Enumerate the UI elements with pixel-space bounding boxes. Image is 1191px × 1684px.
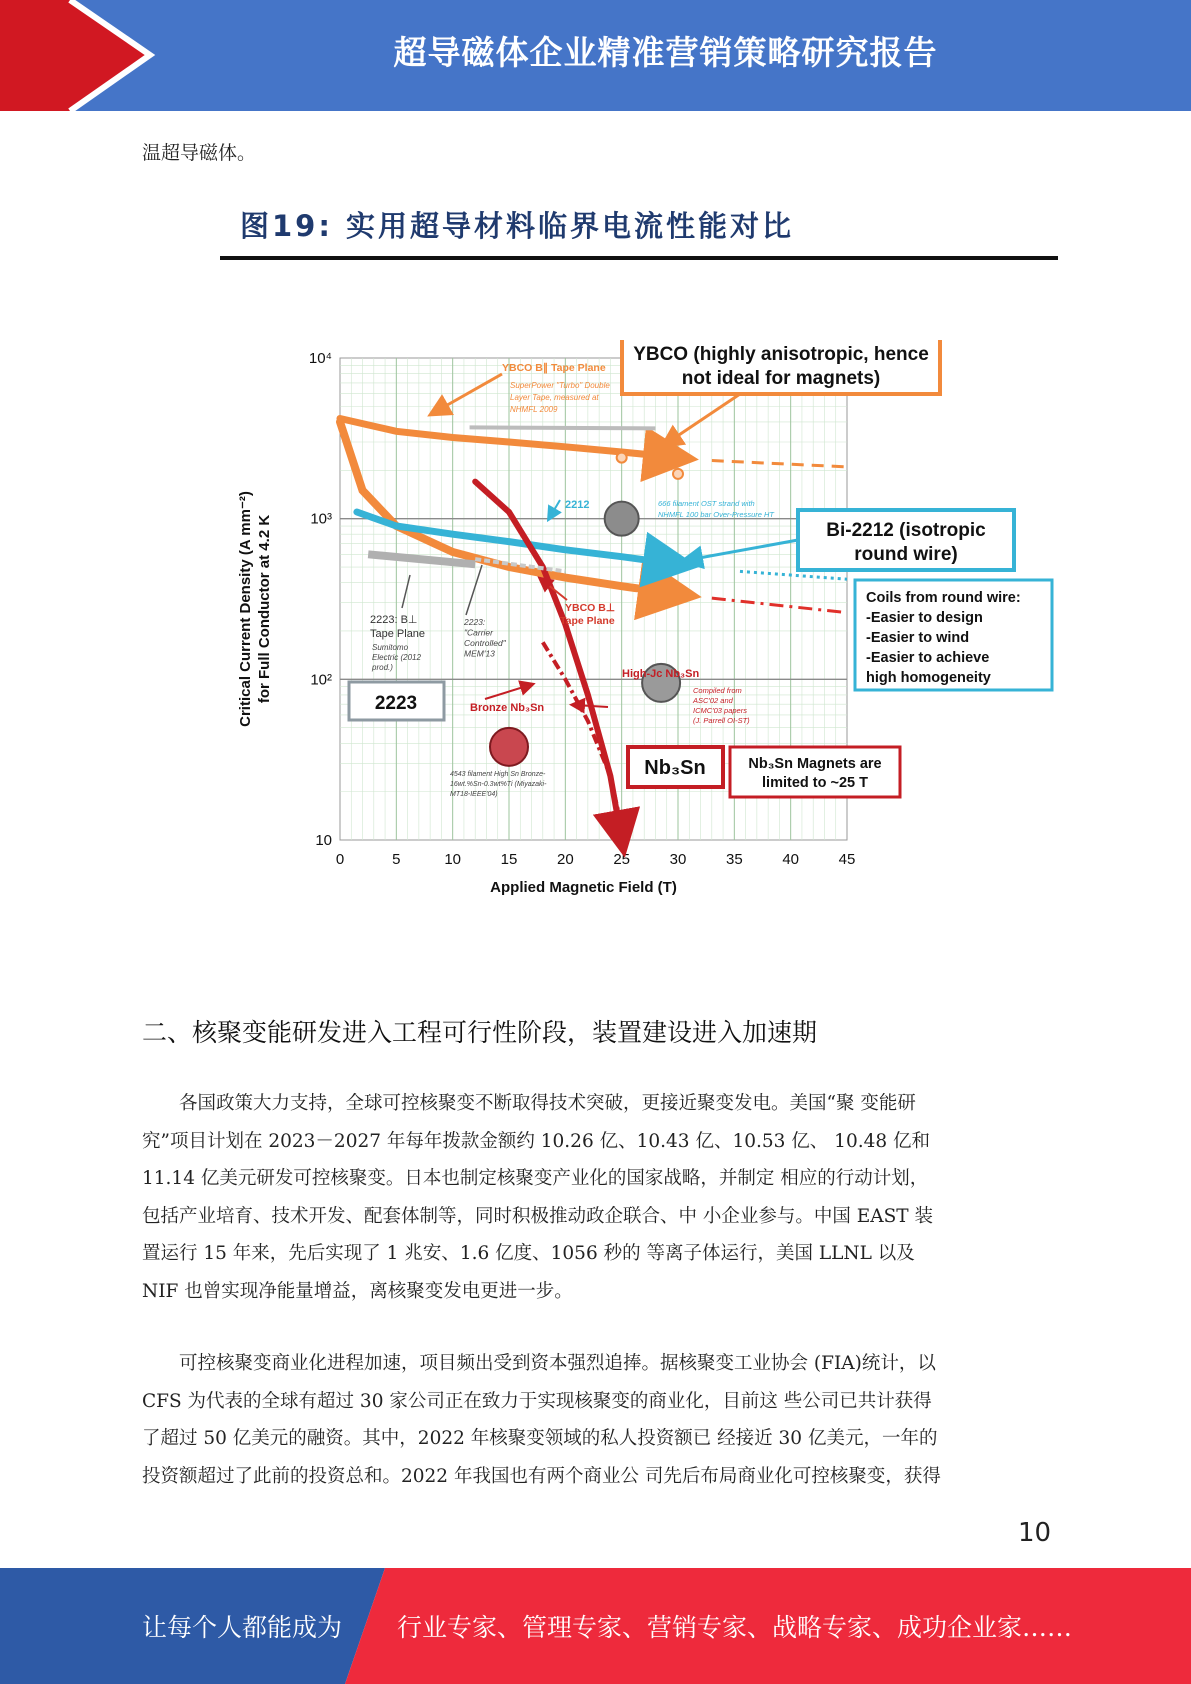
superpower-note: SuperPower "Turbo" Double	[510, 381, 610, 390]
x-tick-label: 10	[444, 851, 462, 868]
y-tick-label: 10³	[310, 510, 332, 528]
section-heading: 二、核聚变能研发进入工程可行性阶段，装置建设进入加速期	[142, 1018, 818, 1047]
coils-callout-text: -Easier to wind	[866, 630, 970, 646]
x-tick-label: 35	[725, 851, 743, 868]
ybco-callout-text: not ideal for magnets)	[681, 368, 881, 389]
superpower-note: NHMFL 2009	[510, 405, 558, 414]
footer-slogan-right: 行业专家、管理专家、营销专家、战略专家、成功企业家……	[397, 1613, 1073, 1642]
filament-bronze-note: MT18-IEEE'04)	[450, 791, 498, 798]
label-2212: 2212	[565, 499, 590, 511]
nb3sn-text: Nb₃Sn	[644, 757, 706, 779]
strand-bronze-icon	[490, 728, 528, 766]
ybco-perpendicular-label: Tape Plane	[560, 615, 615, 627]
bi2212-callout-text: round wire)	[854, 544, 958, 565]
critical-current-chart	[230, 340, 1060, 910]
compiled-note: ICMC'03 papers	[693, 706, 747, 715]
paragraph-1-line: 置运行 15 年来，先后实现了 1 兆安、1.6 亿度、1056 秒的 等离子体运行，美国 LLNL 以及	[142, 1243, 915, 1264]
tape-2223-label: Tape Plane	[370, 628, 426, 640]
carrier-2223-note: Controlled"	[464, 638, 506, 648]
ybco-callout-text: YBCO (highly anisotropic, hence	[633, 344, 929, 365]
ybco-perpendicular-label: YBCO B⊥	[565, 602, 615, 614]
paragraph-1-line: 11.14 亿美元研发可控核聚变。日本也制定核聚变产业化的国家战略，并制定 相应的行动计划，	[142, 1168, 929, 1189]
label-2223-text: 2223	[374, 693, 418, 714]
x-tick-label: 30	[669, 851, 687, 868]
report-title: 超导磁体企业精准营销策略研究报告	[393, 33, 938, 72]
paragraph-2	[142, 1345, 1050, 1495]
highjc-label: High-Jc Nb₃Sn	[622, 668, 700, 680]
paragraph-2-line: CFS 为代表的全球有超过 30 家公司正在致力于实现核聚变的商业化，目前这 些公司已共计获得	[142, 1390, 932, 1412]
paragraph-2-line: 可控核聚变商业化进程加速，项目频出受到资本强烈追捧。据核聚变工业协会 (FIA)统计，以	[142, 1353, 936, 1374]
paragraph-1-line: 各国政策大力支持，全球可控核聚变不断取得技术突破，更接近聚变发电。美国“聚 变能研	[142, 1093, 916, 1114]
figure-title-rule	[220, 256, 1058, 260]
compiled-note: (J. Parrell OI-ST)	[693, 716, 750, 725]
superpower-note: Layer Tape, measured at	[510, 393, 599, 402]
carrier-2223-note: 2223:	[464, 617, 486, 627]
coils-callout-text: -Easier to achieve	[866, 650, 990, 666]
sumitomo-note: Electric (2012	[372, 653, 421, 662]
compiled-note: ASC'02 and	[693, 696, 733, 705]
x-tick-label: 25	[613, 851, 631, 868]
filament-bronze-note: 4543 filament High Sn Bronze-	[450, 771, 546, 778]
footer-slogan-left: 让每个人都能成为	[142, 1613, 343, 1642]
bi2212-callout-text: Bi-2212 (isotropic	[826, 520, 986, 541]
ybco-parallel-label: YBCO B∥ Tape Plane	[502, 362, 606, 374]
carrier-2223-note: "Carrier	[464, 627, 493, 638]
paragraph-2-line: 了超过 50 亿美元的融资。其中，2022 年核聚变领域的私人投资额已 经接近 30 亿美元，一年的	[142, 1428, 938, 1449]
compiled-note: Compiled from	[693, 686, 742, 695]
y-axis-label: Critical Current Density (A mm⁻²)	[237, 491, 254, 727]
paragraph-1-line: NIF 也曾实现净能量增益，离核聚变发电更进一步。	[142, 1280, 573, 1302]
page-footer	[0, 1568, 1191, 1684]
filament-2212-note: NHMFL 100 bar Over-Pressure HT	[658, 510, 775, 519]
y-axis-label: for Full Conductor at 4.2 K	[256, 514, 273, 704]
data-marker	[617, 453, 627, 463]
sumitomo-note: prod.)	[372, 663, 393, 672]
filament-2212-note: 666 filament OST strand with	[658, 499, 755, 508]
paragraph-1-line: 包括产业培育、技术开发、配套体制等，同时积极推动政企联合、中 小企业参与。中国 EAST 装	[142, 1205, 934, 1227]
x-tick-label: 15	[500, 851, 518, 868]
x-tick-label: 5	[392, 851, 401, 868]
series-superpower-tape	[470, 427, 656, 428]
nb3sn-limit-text: limited to ~25 T	[762, 775, 868, 791]
paragraph-2-line: 投资额超过了此前的投资总和。2022 年我国也有两个商业公 司先后布局商业化可控核聚变，获得	[142, 1465, 941, 1487]
x-tick-label: 45	[838, 851, 856, 868]
x-tick-label: 40	[782, 851, 800, 868]
coils-callout-text: -Easier to design	[866, 610, 983, 626]
intro-fragment: 温超导磁体。	[142, 142, 257, 164]
nb3sn-limit-text: Nb₃Sn Magnets are	[748, 756, 882, 772]
tape-2223-label: 2223: B⊥	[370, 614, 418, 626]
x-tick-label: 0	[335, 851, 345, 868]
data-marker	[673, 469, 683, 479]
coils-callout-text: high homogeneity	[866, 670, 991, 686]
page-number: 10	[1018, 1518, 1052, 1548]
y-tick-label: 10⁴	[308, 350, 332, 367]
header-arrow-decoration	[0, 0, 160, 111]
paragraph-1-line: 究”项目计划在 2023－2027 年每年拨款金额约 10.26 亿、10.43 亿、10.53 亿、 10.48 亿和	[142, 1130, 931, 1152]
x-axis-label: Applied Magnetic Field (T)	[490, 879, 677, 896]
y-tick-label: 10²	[310, 671, 332, 689]
figure-title: 图19: 实用超导材料临界电流性能对比	[240, 209, 795, 243]
y-tick-label: 10	[315, 832, 332, 849]
x-tick-label: 20	[556, 851, 574, 868]
sumitomo-note: Sumitomo	[372, 643, 409, 652]
strand-2212-icon	[605, 502, 639, 536]
carrier-2223-note: MEM'13	[464, 648, 495, 659]
bronze-label: Bronze Nb₃Sn	[470, 702, 545, 714]
coils-callout-text: Coils from round wire:	[866, 590, 1021, 606]
filament-bronze-note: 16wt.%Sn-0.3wt%Ti (Miyazaki-	[450, 781, 547, 788]
paragraph-1	[142, 1085, 1050, 1310]
page-header	[0, 0, 1191, 111]
